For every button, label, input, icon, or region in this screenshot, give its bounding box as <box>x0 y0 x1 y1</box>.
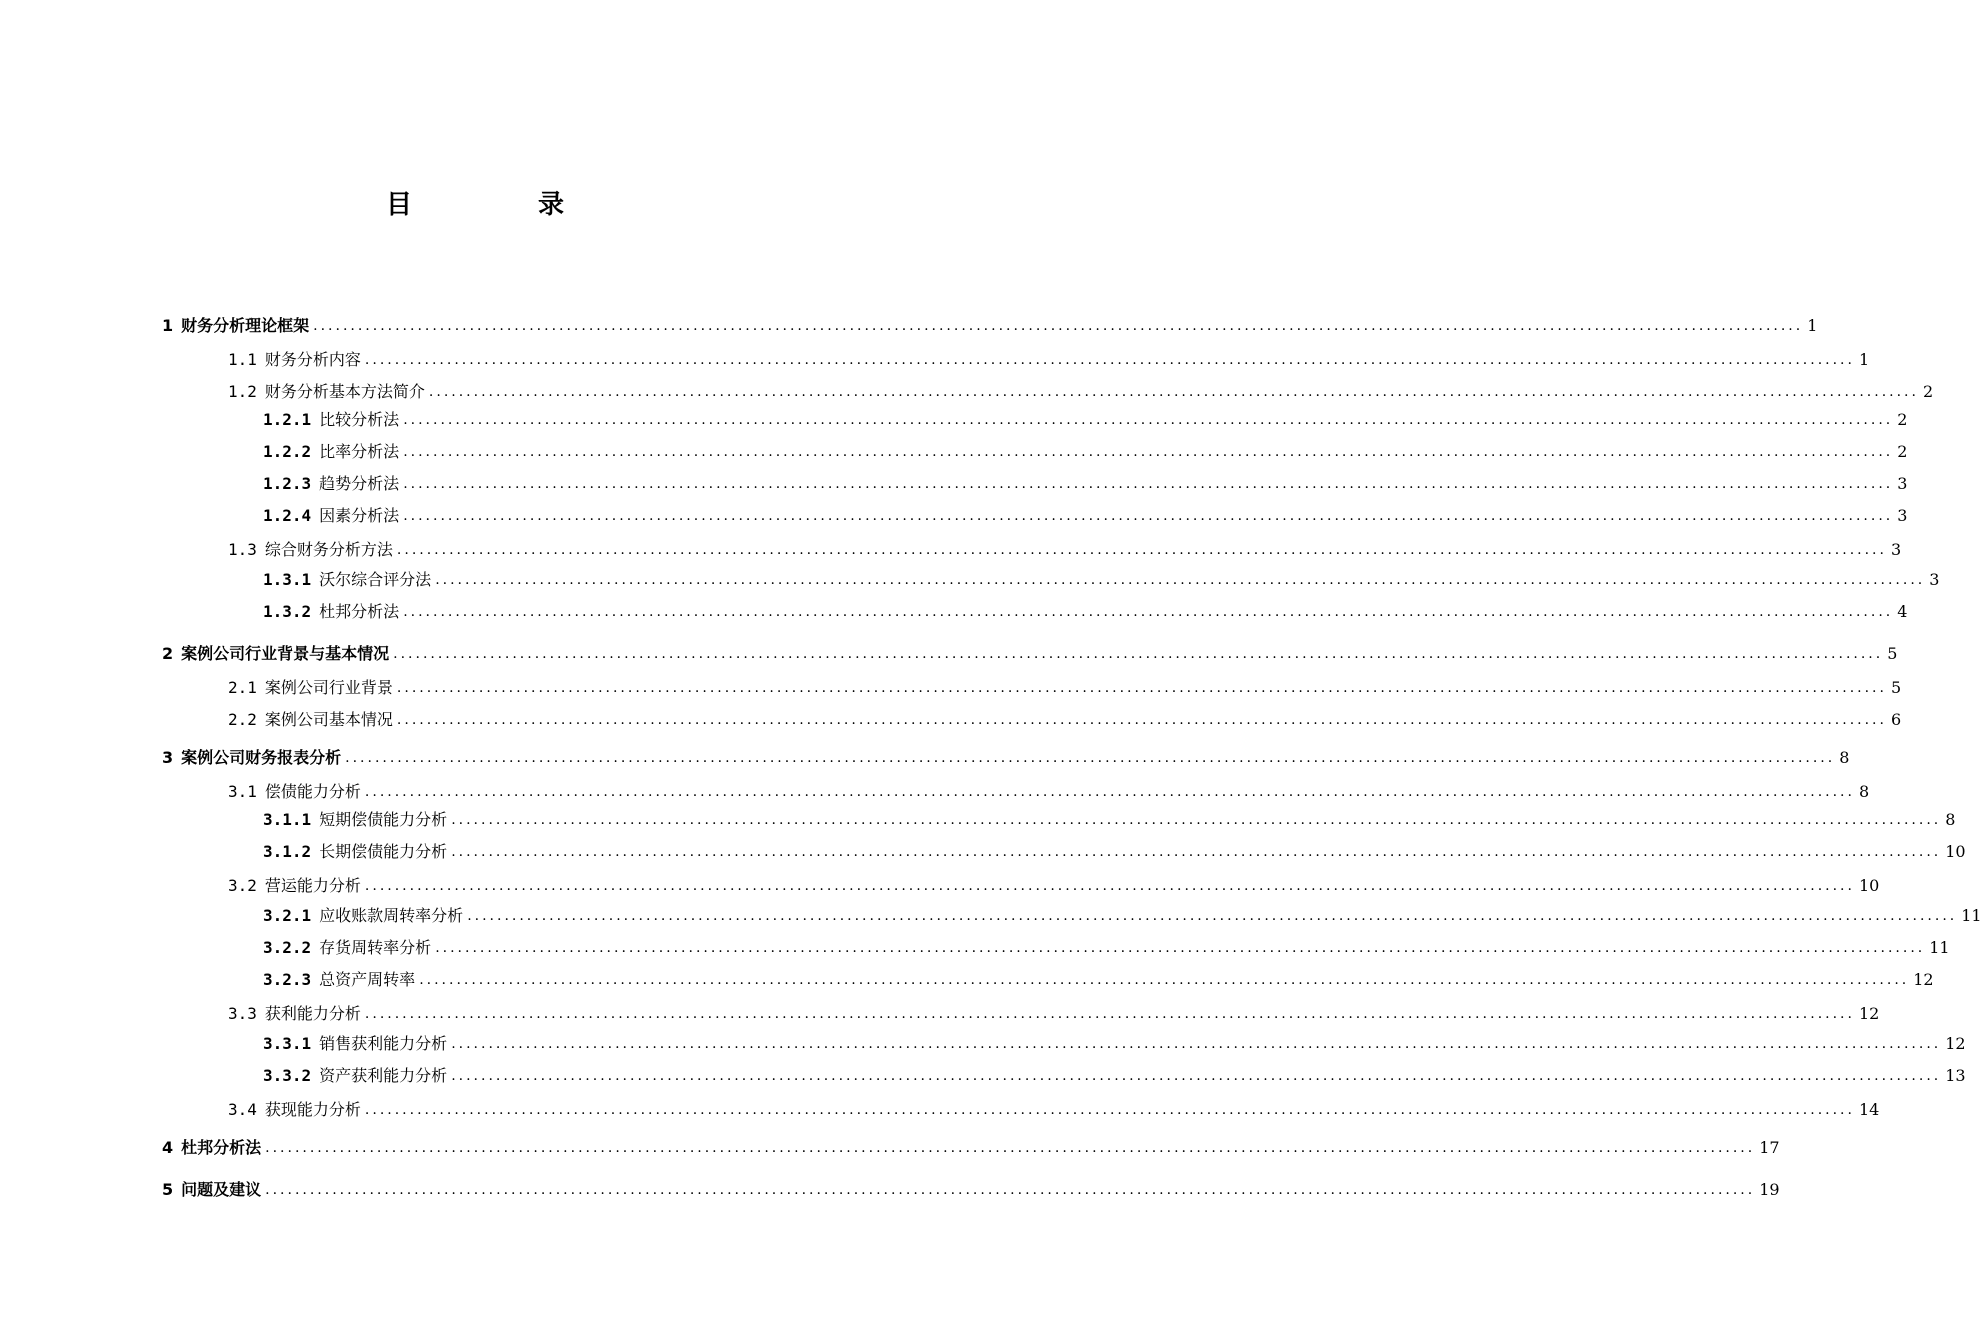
toc-entry-page: 1 <box>1807 316 1818 335</box>
toc-entry-number: 2 <box>162 644 174 663</box>
toc-entry-title: 总资产周转率 <box>319 970 416 989</box>
toc-entry-page: 6 <box>1890 710 1902 729</box>
toc-dot-leader: ........................................................................................................................................................................................................ <box>265 1182 1756 1198</box>
toc-entry-title: 财务分析内容 <box>264 350 361 369</box>
toc-entry[interactable] <box>263 806 1956 830</box>
toc-entry-number: 3 <box>162 748 174 767</box>
toc-entry-number: 3.3.2 <box>263 1066 312 1085</box>
toc-dot-leader: ........................................................................................................................................................................................................ <box>345 750 1836 766</box>
page-title: 目 录 <box>385 190 614 220</box>
toc-entry-number: 1.3.2 <box>263 602 312 621</box>
toc-entry-title: 沃尔综合评分法 <box>319 570 432 589</box>
toc-entry-title: 销售获利能力分析 <box>319 1034 448 1053</box>
toc-dot-leader: ........................................................................................................................................................................................................ <box>403 604 1894 620</box>
toc-entry-number: 1.3.1 <box>263 570 312 589</box>
toc-entry[interactable] <box>162 312 1818 336</box>
toc-entry[interactable] <box>263 966 1934 990</box>
toc-dot-leader: ........................................................................................................................................................................................................ <box>451 844 1942 860</box>
toc-entry-number: 3.4 <box>228 1100 257 1119</box>
toc-dot-leader: ........................................................................................................................................................................................................ <box>428 384 1919 400</box>
toc-entry-title: 杜邦分析法 <box>181 1138 262 1157</box>
toc-entry-number: 3.1.2 <box>263 842 312 861</box>
toc-entry-page: 12 <box>1945 1034 1966 1053</box>
toc-entry-number: 3.3.1 <box>263 1034 312 1053</box>
toc-entry-page: 2 <box>1922 382 1934 401</box>
toc-entry-title: 杜邦分析法 <box>319 602 400 621</box>
toc-entry[interactable] <box>228 378 1934 402</box>
toc-entry-title: 应收账款周转率分析 <box>319 906 464 925</box>
toc-entry-title: 比较分析法 <box>319 410 400 429</box>
toc-dot-leader: ........................................................................................................................................................................................................ <box>396 712 1887 728</box>
toc-dot-leader: ........................................................................................................................................................................................................ <box>364 1102 1855 1118</box>
toc-entry-title: 存货周转率分析 <box>319 938 432 957</box>
toc-entry-page: 3 <box>1890 540 1902 559</box>
toc-entry[interactable] <box>263 1030 1966 1054</box>
toc-entry-number: 2.2 <box>228 710 257 729</box>
toc-entry[interactable] <box>162 640 1898 664</box>
toc-entry-title: 因素分析法 <box>319 506 400 525</box>
toc-entry[interactable] <box>228 1000 1880 1024</box>
toc-entry-title: 资产获利能力分析 <box>319 1066 448 1085</box>
toc-entry-title: 比率分析法 <box>319 442 400 461</box>
toc-entry[interactable] <box>162 744 1850 768</box>
toc-entry-number: 3.1 <box>228 782 257 801</box>
toc-entry-number: 1 <box>162 316 174 335</box>
toc-entry-title: 案例公司基本情况 <box>264 710 393 729</box>
toc-dot-leader: ........................................................................................................................................................................................................ <box>403 444 1894 460</box>
toc-entry-page: 8 <box>1945 810 1956 829</box>
toc-entry[interactable] <box>228 674 1902 698</box>
toc-entry-number: 1.2.4 <box>263 506 312 525</box>
toc-entry-title: 财务分析理论框架 <box>181 316 310 335</box>
toc-entry[interactable] <box>263 838 1966 862</box>
toc-dot-leader: ........................................................................................................................................................................................................ <box>419 972 1910 988</box>
toc-dot-leader: ........................................................................................................................................................................................................ <box>451 812 1942 828</box>
toc-entry[interactable] <box>263 902 1982 926</box>
toc-dot-leader: ........................................................................................................................................................................................................ <box>393 646 1884 662</box>
toc-entry-title: 营运能力分析 <box>264 876 361 895</box>
toc-entry-title: 短期偿债能力分析 <box>319 810 448 829</box>
toc-dot-leader: ........................................................................................................................................................................................................ <box>313 318 1804 334</box>
toc-dot-leader: ........................................................................................................................................................................................................ <box>403 476 1894 492</box>
toc-dot-leader: ........................................................................................................................................................................................................ <box>396 680 1887 696</box>
toc-entry-page: 10 <box>1858 876 1880 895</box>
toc-entry-page: 14 <box>1858 1100 1880 1119</box>
toc-entry-page: 12 <box>1858 1004 1880 1023</box>
toc-entry[interactable] <box>228 346 1870 370</box>
toc-entry-page: 1 <box>1858 350 1870 369</box>
toc-entry-title: 长期偿债能力分析 <box>319 842 448 861</box>
toc-entry-number: 1.1 <box>228 350 257 369</box>
toc-entry[interactable] <box>162 1134 1780 1158</box>
toc-entry-page: 2 <box>1897 410 1908 429</box>
toc-dot-leader: ........................................................................................................................................................................................................ <box>364 1006 1855 1022</box>
toc-entry[interactable] <box>228 1096 1880 1120</box>
toc-entry-number: 1.2.1 <box>263 410 312 429</box>
toc-entry[interactable] <box>263 406 1908 430</box>
toc-entry[interactable] <box>263 566 1940 590</box>
toc-entry[interactable] <box>263 1062 1966 1086</box>
toc-entry-number: 3.2.1 <box>263 906 312 925</box>
toc-dot-leader: ........................................................................................................................................................................................................ <box>451 1068 1942 1084</box>
toc-entry-page: 13 <box>1945 1066 1966 1085</box>
toc-entry-title: 案例公司财务报表分析 <box>181 748 342 767</box>
toc-dot-leader: ........................................................................................................................................................................................................ <box>435 940 1926 956</box>
toc-entry-page: 11 <box>1961 906 1982 925</box>
toc-entry-title: 问题及建议 <box>181 1180 262 1199</box>
toc-entry-page: 5 <box>1887 644 1898 663</box>
toc-entry-number: 3.2.2 <box>263 938 312 957</box>
toc-dot-leader: ........................................................................................................................................................................................................ <box>403 412 1894 428</box>
toc-entry-number: 3.2 <box>228 876 257 895</box>
toc-entry-number: 1.2.3 <box>263 474 312 493</box>
toc-entry-page: 2 <box>1897 442 1908 461</box>
toc-entry-page: 12 <box>1913 970 1934 989</box>
toc-dot-leader: ........................................................................................................................................................................................................ <box>435 572 1926 588</box>
toc-entry-page: 3 <box>1929 570 1940 589</box>
toc-entry-title: 趋势分析法 <box>319 474 400 493</box>
toc-entry-title: 案例公司行业背景与基本情况 <box>181 644 390 663</box>
toc-dot-leader: ........................................................................................................................................................................................................ <box>364 352 1855 368</box>
toc-entry-number: 2.1 <box>228 678 257 697</box>
toc-dot-leader: ........................................................................................................................................................................................................ <box>265 1140 1756 1156</box>
toc-entry-title: 获现能力分析 <box>264 1100 361 1119</box>
toc-entry-page: 10 <box>1945 842 1966 861</box>
toc-entry[interactable] <box>263 598 1908 622</box>
toc-entry[interactable] <box>263 934 1950 958</box>
toc-entry-page: 8 <box>1858 782 1870 801</box>
toc-entry-title: 偿债能力分析 <box>264 782 361 801</box>
toc-dot-leader: ........................................................................................................................................................................................................ <box>396 542 1887 558</box>
toc-entry-page: 17 <box>1759 1138 1780 1157</box>
toc-entry-number: 5 <box>162 1180 174 1199</box>
toc-entry[interactable] <box>263 470 1908 494</box>
toc-dot-leader: ........................................................................................................................................................................................................ <box>451 1036 1942 1052</box>
toc-entry-number: 3.2.3 <box>263 970 312 989</box>
toc-entry-page: 5 <box>1890 678 1902 697</box>
toc-dot-leader: ........................................................................................................................................................................................................ <box>403 508 1894 524</box>
toc-entry-title: 案例公司行业背景 <box>264 678 393 697</box>
toc-entry-page: 3 <box>1897 506 1908 525</box>
toc-entry-number: 4 <box>162 1138 174 1157</box>
toc-dot-leader: ........................................................................................................................................................................................................ <box>364 784 1855 800</box>
toc-entry-number: 3.3 <box>228 1004 257 1023</box>
toc-entry[interactable] <box>228 706 1902 730</box>
toc-dot-leader: ........................................................................................................................................................................................................ <box>364 878 1855 894</box>
toc-entry[interactable] <box>228 536 1902 560</box>
toc-entry[interactable] <box>263 502 1908 526</box>
toc-entry[interactable] <box>228 872 1880 896</box>
toc-entry[interactable] <box>228 778 1870 802</box>
toc-entry-title: 获利能力分析 <box>264 1004 361 1023</box>
toc-entry-title: 财务分析基本方法简介 <box>264 382 425 401</box>
toc-dot-leader: ........................................................................................................................................................................................................ <box>467 908 1958 924</box>
toc-entry-page: 11 <box>1929 938 1950 957</box>
toc-entry-page: 8 <box>1839 748 1850 767</box>
toc-entry-number: 1.2.2 <box>263 442 312 461</box>
toc-entry-number: 3.1.1 <box>263 810 312 829</box>
toc-entry-page: 4 <box>1897 602 1908 621</box>
toc-entry-page: 19 <box>1759 1180 1780 1199</box>
toc-entry[interactable] <box>162 1176 1780 1200</box>
toc-entry[interactable] <box>263 438 1908 462</box>
toc-entry-number: 1.3 <box>228 540 257 559</box>
toc-entry-page: 3 <box>1897 474 1908 493</box>
toc-entry-title: 综合财务分析方法 <box>264 540 393 559</box>
toc-entry-number: 1.2 <box>228 382 257 401</box>
